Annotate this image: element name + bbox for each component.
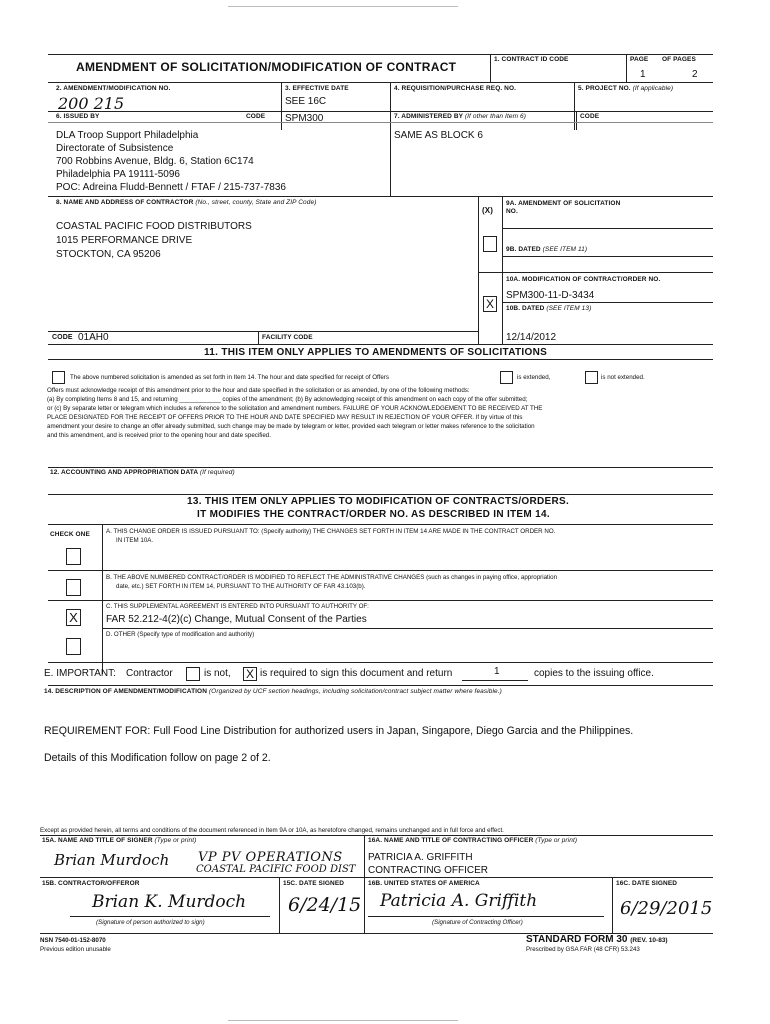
block-9a-label: 9A. AMENDMENT OF SOLICITATION [506,200,621,207]
issuer-line-1: DLA Troop Support Philadelphia [56,130,199,141]
x-column-label: (X) [482,206,493,215]
item-14-requirement: REQUIREMENT FOR: Full Food Line Distribution for authorized users in Japan, Singapore, Diego Garcia and the Philippines. [44,725,634,737]
issuer-line-5: POC: Adreina Fludd-Bennett / FTAF / 215-737-7836 [56,182,286,193]
officer-title: CONTRACTING OFFICER [368,865,488,876]
prescribed-by: Prescribed by GSA FAR (48 CFR) 53.243 [526,946,640,953]
item-14-details: Details of this Modification follow on page 2 of 2. [44,752,271,764]
contractor-line-1: COASTAL PACIFIC FOOD DISTRIBUTORS [56,221,252,232]
except-text: Except as provided herein, all terms and conditions of the document referenced in Item 9A or 10A, as heretofore changed, remains unchanged and in full force and effect. [40,827,504,834]
label-15b: 15B. CONTRACTOR/OFFEROR [42,880,140,887]
check-one-label: CHECK ONE [50,531,90,538]
block-10b-label: 10B. DATED (SEE ITEM 13) [506,305,592,312]
amendment-no-value: 200 215 [58,94,125,113]
requisition-label: 4. REQUISITION/PURCHASE REQ. NO. [394,85,517,92]
officer-sig-caption: (Signature of Contracting Officer) [432,919,523,926]
issued-by-code-value: SPM300 [285,113,324,124]
checkbox-13b[interactable] [66,579,81,596]
item-13c-text: C. THIS SUPPLEMENTAL AGREEMENT IS ENTERED INTO PURSUANT TO AUTHORITY OF: [106,603,369,610]
important-suffix: copies to the issuing office. [534,668,654,679]
effective-date-label: 3. EFFECTIVE DATE [285,85,349,92]
item-13b-text: B. THE ABOVE NUMBERED CONTRACT/ORDER IS MODIFIED TO REFLECT THE ADMINISTRATIVE CHANGES (such as changes in paying office, appropriation [106,574,558,581]
checkbox-10a[interactable]: X [483,296,497,312]
item-14-label: 14. DESCRIPTION OF AMENDMENT/MODIFICATION (Organized by UCF section headings, including solicitation/contract subject matter where feasible.) [44,688,502,695]
amendment-no-label: 2. AMENDMENT/MODIFICATION NO. [56,85,171,92]
important-copies: 1 [494,666,500,677]
contractor-code-value: 01AH0 [78,332,109,343]
contractor-signature: Brian K. Murdoch [92,892,247,912]
item-11-line1: The above numbered solicitation is amended as set forth in Item 14. The hour and date specified for receipt of Offers [70,374,389,381]
checkbox-13a[interactable] [66,548,81,565]
checkbox-is-not[interactable] [186,667,200,681]
previous-edition: Previous edition unusable [40,946,111,953]
contractor-code-label: CODE [52,334,73,341]
date-15c: 6/24/15 [288,894,362,916]
total-pages: 2 [692,69,698,80]
block-10a-label: 10A. MODIFICATION OF CONTRACT/ORDER NO. [506,276,661,283]
administered-by-value: SAME AS BLOCK 6 [394,130,483,141]
administered-code-label: CODE [580,113,600,120]
extended-text: is extended, [517,374,551,381]
item-13b-text-2: date, etc.) SET FORTH IN ITEM 14, PURSUANT TO THE AUTHORITY OF FAR 43.103(b). [116,583,366,590]
item-11-paragraph: Offers must acknowledge receipt of this amendment prior to the hour and date specified in the solicitation or as amended, by one of the following methods: (a) By completing Items 8 and 15, and returning ____________ copies of the amendment; (b) By acknowledging receipt of this amendment on each copy of the offer submitted; or (c) By separate letter or telegram which includes a reference to the solicitation and amendment numbers. FAILURE OF YOUR ACKNOWLEDGEMENT TO BE RECEIVED AT THE PLACE DESIGNATED FOR THE RECEIPT OF OFFERS PRIOR TO THE HOUR AND DATE SPECIFIED MAY RESULT IN REJECTION OF YOUR OFFER. If by virtue of this amendment your desire to change an offer already submitted, such change may be made by telegram or letter, provided each telegram or letter makes reference to the solicitation and this amendment, and is received prior to the opening hour and date specified. [47,387,543,439]
block-10a-value: SPM300-11-D-3434 [506,290,595,301]
contractor-line-3: STOCKTON, CA 95206 [56,249,161,260]
issued-by-label: 6. ISSUED BY [56,113,100,120]
page-number: 1 [640,69,646,80]
block-10b-value: 12/14/2012 [506,332,557,343]
signer-name: Brian Murdoch [54,851,170,869]
project-no-label: 5. PROJECT NO. (If applicable) [578,85,674,92]
contractor-sig-caption: (Signature of person authorized to sign) [96,919,205,926]
signer-company: COASTAL PACIFIC FOOD DIST [196,864,356,875]
item-13-title-2: IT MODIFIES THE CONTRACT/ORDER NO. AS DESCRIBED IN ITEM 14. [197,509,550,520]
of-pages-label: OF PAGES [662,56,696,63]
important-label: E. IMPORTANT: [44,668,116,679]
item-13c-value: FAR 52.212-4(2)(c) Change, Mutual Consent of the Parties [106,614,367,625]
item-11-title: 11. THIS ITEM ONLY APPLIES TO AMENDMENTS OF SOLICITATIONS [204,347,548,358]
page-label: PAGE [630,56,649,63]
issuer-line-4: Philadelphia PA 19111-5096 [56,169,180,180]
standard-form: STANDARD FORM 30 (REV. 10-83) [526,934,668,945]
item-13-title-1: 13. THIS ITEM ONLY APPLIES TO MODIFICATION OF CONTRACTS/ORDERS. [187,496,570,507]
block-9a-label-no: NO. [506,208,518,215]
important-is-not: is not, [204,668,231,679]
issuer-line-2: Directorate of Subsistence [56,143,174,154]
label-15c: 15C. DATE SIGNED [283,880,345,887]
item-13d-text: D. OTHER (Specify type of modification and authority) [106,631,255,638]
item-13a-text-2: IN ITEM 10A. [116,537,154,544]
important-contractor: Contractor [126,668,173,679]
administered-by-label: 7. ADMINISTERED BY (If other than Item 6) [394,113,526,120]
important-required-text: is required to sign this document and return [260,668,453,679]
label-16a: 16A. NAME AND TITLE OF CONTRACTING OFFICER (Type or print) [368,837,578,844]
nsn-number: NSN 7540-01-152-8070 [40,937,106,944]
issuer-line-3: 700 Robbins Avenue, Bldg. 6, Station 6C174 [56,156,254,167]
checkbox-extended[interactable] [500,371,513,384]
contract-id-code-label: 1. CONTRACT ID CODE [494,56,569,63]
not-extended-text: is not extended. [601,374,645,381]
checkbox-9a[interactable] [483,236,497,252]
checkbox-13c[interactable]: X [66,609,81,626]
label-15a: 15A. NAME AND TITLE OF SIGNER (Type or print) [42,837,197,844]
contractor-line-2: 1015 PERFORMANCE DRIVE [56,235,193,246]
contractor-label: 8. NAME AND ADDRESS OF CONTRACTOR (No., street, county, State and ZIP Code) [56,199,317,206]
checkbox-is-required[interactable]: X [243,667,257,681]
signer-title: VP PV OPERATIONS [198,850,343,865]
block-9b-label: 9B. DATED (SEE ITEM 11) [506,246,588,253]
form-title: AMENDMENT OF SOLICITATION/MODIFICATION OF CONTRACT [76,60,457,74]
officer-signature: Patricia A. Griffith [380,891,538,911]
facility-code-label: FACILITY CODE [262,334,313,341]
checkbox-not-extended[interactable] [585,371,598,384]
officer-name: PATRICIA A. GRIFFITH [368,852,473,863]
issued-by-code-label: CODE [246,113,266,120]
checkbox-item11[interactable] [52,371,65,384]
item-12-label: 12. ACCOUNTING AND APPROPRIATION DATA (If required) [50,469,235,476]
date-16c: 6/29/2015 [620,898,713,919]
checkbox-13d[interactable] [66,638,81,655]
item-13a-text: A. THIS CHANGE ORDER IS ISSUED PURSUANT TO: (Specify authority) THE CHANGES SET FORTH IN ITEM 14 ARE MADE IN THE CONTRACT ORDER NO. [106,528,556,535]
label-16b: 16B. UNITED STATES OF AMERICA [368,880,480,887]
label-16c: 16C. DATE SIGNED [616,880,678,887]
effective-date-value: SEE 16C [285,96,327,107]
